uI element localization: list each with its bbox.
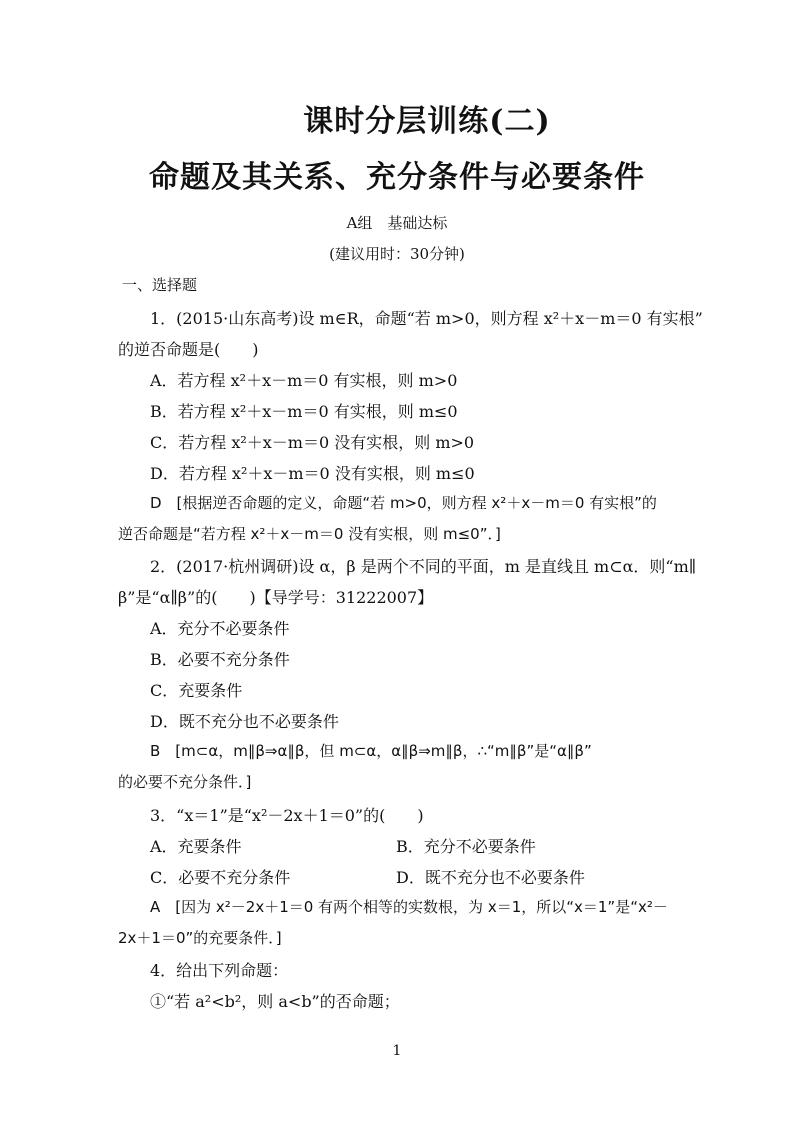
q1-stem-line1: 1．(2015·山东高考)设 m∈R，命题“若 m>0，则方程 x²＋x－m＝0 有实根” <box>150 309 703 328</box>
q3-option-d: D．既不充分也不必要条件 <box>396 868 585 887</box>
q1-option-d: D．若方程 x²＋x－m＝0 没有实根，则 m≤0 <box>150 464 475 483</box>
q1-option-b: B．若方程 x²＋x－m＝0 有实根，则 m≤0 <box>150 402 458 421</box>
page-subtitle: 命题及其关系、充分条件与必要条件 <box>149 160 645 195</box>
q2-option-d: D．既不充分也不必要条件 <box>150 712 339 731</box>
q4-item-1: ①“若 a²<b²，则 a<b”的否命题； <box>150 992 400 1011</box>
q2-option-c: C．充要条件 <box>150 681 243 700</box>
q1-option-c: C．若方程 x²＋x－m＝0 没有实根，则 m>0 <box>150 433 475 452</box>
q3-option-a: A．充要条件 <box>150 837 242 856</box>
q1-stem-line2: 的逆否命题是( ) <box>118 340 259 359</box>
q1-option-a: A．若方程 x²＋x－m＝0 有实根，则 m>0 <box>150 371 458 390</box>
q3-answer-line1: A [因为 x²－2x＋1＝0 有两个相等的实数根，为 x＝1，所以“x＝1”是“x²－ <box>150 898 668 916</box>
q2-answer-line1: B [m⊂α，m∥β⇒α∥β，但 m⊂α，α∥β⇒m∥β，∴“m∥β”是“α∥β” <box>150 742 592 760</box>
q4-stem: 4．给出下列命题： <box>150 961 289 980</box>
q2-option-b: B．必要不充分条件 <box>150 650 290 669</box>
q2-answer-line2: 的必要不充分条件．] <box>118 773 252 791</box>
q1-answer-line1: D [根据逆否命题的定义，命题“若 m>0，则方程 x²＋x－m＝0 有实根”的 <box>150 494 657 512</box>
q3-option-b: B．充分不必要条件 <box>396 837 536 856</box>
time-hint: (建议用时：30分钟) <box>329 245 465 263</box>
page-number: 1 <box>392 1043 402 1059</box>
q1-answer-line2: 逆否命题是“若方程 x²＋x－m＝0 没有实根，则 m≤0”．] <box>118 525 501 543</box>
group-label: A组 基础达标 <box>346 214 448 232</box>
section-heading: 一、选择题 <box>122 276 198 294</box>
q3-option-c: C．必要不充分条件 <box>150 868 291 887</box>
q2-option-a: A．充分不必要条件 <box>150 619 290 638</box>
page-title: 课时分层训练(二) <box>303 104 551 139</box>
q3-answer-line2: 2x＋1＝0”的充要条件．] <box>118 929 282 947</box>
q2-stem-line2: β”是“α∥β”的( )【导学号：31222007】 <box>118 588 434 607</box>
q2-stem-line1: 2．(2017·杭州调研)设 α，β 是两个不同的平面，m 是直线且 m⊂α．则“m∥ <box>150 557 697 576</box>
q3-stem: 3．“x＝1”是“x²－2x＋1＝0”的( ) <box>150 806 424 825</box>
